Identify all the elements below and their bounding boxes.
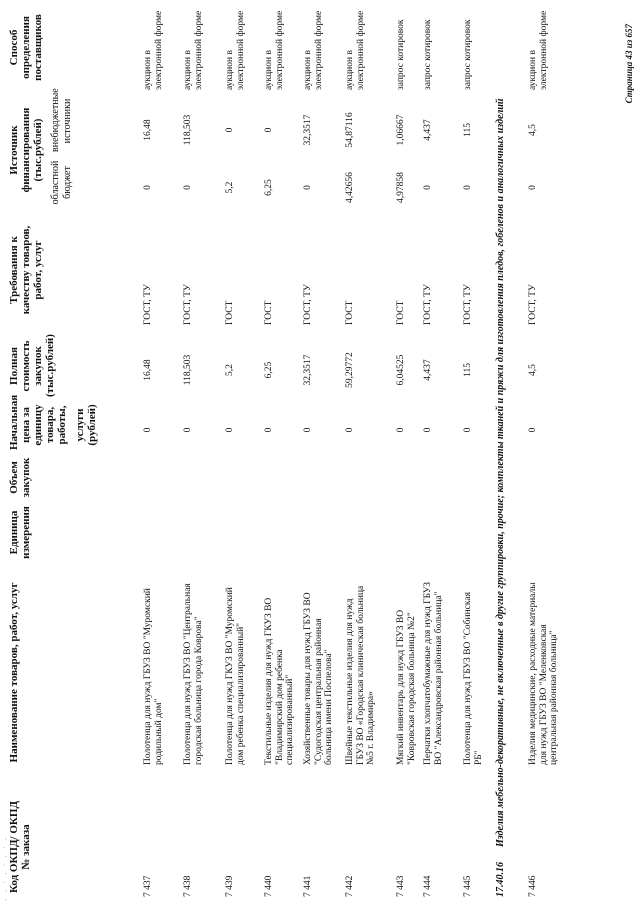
row-start-price: 0 xyxy=(423,427,433,433)
row-total: 16,48 xyxy=(143,359,153,381)
row-requirements: ГОСТ xyxy=(396,300,406,325)
section-text: Изделия мебельно-декоративные, не включенные в другие группировки, прочие; комплекты тканей и пряжи для изготовления пледов, гобеленов и аналогичных изделий xyxy=(495,98,506,847)
row-start-price: 0 xyxy=(396,427,406,433)
row-external: 0 xyxy=(225,127,235,133)
row-method: аукцион в электронной форме xyxy=(345,10,366,90)
row-code: 7 442 xyxy=(345,875,355,897)
header-total: Полная стоимость закупок (тыс.рублей) xyxy=(8,334,56,397)
row-regional: 0 xyxy=(183,185,193,190)
row-method: аукцион в электронной форме xyxy=(528,10,549,90)
row-start-price: 0 xyxy=(225,427,235,433)
row-method: запрос котировок xyxy=(423,19,433,90)
header-start-price xyxy=(8,394,98,450)
row-total: 5,2 xyxy=(225,364,235,376)
row-method: запрос котировок xyxy=(463,19,473,90)
row-regional: 0 xyxy=(423,185,433,190)
row-requirements: ГОСТ, ТУ xyxy=(528,284,538,325)
row-name: Изделия медицинские, расходные материалы для нужд ГБУЗ ВО "Меленковская центральная районная больница" xyxy=(528,582,559,765)
header-funding xyxy=(8,90,86,210)
row-external: 115 xyxy=(463,123,473,137)
row-requirements: ГОСТ, ТУ xyxy=(423,284,433,325)
header-name: Наименование товаров, работ, услуг xyxy=(8,582,20,763)
row-method: запрос котировок xyxy=(396,19,406,90)
row-external: 16,48 xyxy=(143,119,153,141)
row-name: Мягкий инвентарь для нужд ГБУЗ ВО "Ковровская городская больница №2" xyxy=(396,609,417,765)
row-name: Швейные текстильные изделия для нужд ГБУЗ ВО «Городская клиническая больница №5 г. Владимира» xyxy=(345,585,376,765)
row-external: 1,06667 xyxy=(396,114,406,146)
row-requirements: ГОСТ xyxy=(264,300,274,325)
row-external: 4,5 xyxy=(528,124,538,136)
row-regional: 0 xyxy=(303,185,313,190)
row-requirements: ГОСТ, ТУ xyxy=(303,284,313,325)
header-external: внебюджетные источники xyxy=(50,88,73,152)
row-regional: 4,42656 xyxy=(345,172,355,203)
row-code: 7 440 xyxy=(264,875,274,897)
row-start-price: 0 xyxy=(345,427,355,433)
row-name: Полотенца для нужд ГБУЗ ВО "Муромский родильный дом" xyxy=(143,588,164,765)
row-method: аукцион в электронной форме xyxy=(143,10,164,90)
row-start-price: 0 xyxy=(303,427,313,433)
header-start-price-label: Начальная цена за единицу товара, работы, xyxy=(8,394,68,450)
row-code: 7 443 xyxy=(396,875,406,897)
row-name: Текстильные изделия для нужд ГКУЗ ВО "Владимирский дом ребенка специализированный" xyxy=(264,597,295,765)
header-requirements: Требования к качеству товаров, работ, услуг xyxy=(8,225,44,315)
row-external: 0 xyxy=(264,127,274,133)
header-funding-label: Источник финансирования (тыс.рублей) xyxy=(8,107,44,193)
row-name: Полотенца для нужд ГБУЗ ВО "Собинская РБ" xyxy=(463,592,484,765)
row-method: аукцион в электронной форме xyxy=(183,10,204,90)
row-total: 59,29772 xyxy=(345,352,355,388)
row-regional: 0 xyxy=(143,185,153,190)
row-method: аукцион в электронной форме xyxy=(225,10,246,90)
header-start-price-unit: услуги (рублей) xyxy=(74,404,98,446)
row-code: 7 445 xyxy=(463,875,473,897)
row-total: 6,04525 xyxy=(396,354,406,386)
row-start-price: 0 xyxy=(143,427,153,433)
row-method: аукцион в электронной форме xyxy=(303,10,324,90)
scan-noise: · · ˙ · ˙ · ˙ · xyxy=(2,835,11,901)
row-start-price: 0 xyxy=(528,427,538,433)
row-total: 118,503 xyxy=(183,354,193,386)
row-start-price: 0 xyxy=(183,427,193,433)
row-regional: 4,97858 xyxy=(396,172,406,203)
row-name: Полотенца для нужд ГБУЗ ВО "Центральная городская больница города Коврова" xyxy=(183,583,204,765)
row-regional: 6,25 xyxy=(264,179,274,196)
row-code: 7 437 xyxy=(143,875,153,897)
row-total: 115 xyxy=(463,363,473,377)
row-name: Перчатки хлопчатобумажные для нужд ГБУЗ ВО "Александровская районная больница" xyxy=(423,581,444,765)
row-method: аукцион в электронной форме xyxy=(264,10,285,90)
row-regional: 5,2 xyxy=(225,181,235,194)
row-requirements: ГОСТ, ТУ xyxy=(183,284,193,325)
row-requirements: ГОСТ, ТУ xyxy=(143,284,153,325)
row-start-price: 0 xyxy=(264,427,274,433)
row-external: 118,503 xyxy=(183,114,193,146)
row-name: Полотенца для нужд ГКУЗ ВО "Муромский дом ребенка специализированный" xyxy=(225,587,246,765)
row-external: 4,437 xyxy=(423,119,433,141)
row-external: 32,3517 xyxy=(303,114,313,146)
row-external: 54,87116 xyxy=(345,112,355,148)
row-requirements: ГОСТ, ТУ xyxy=(463,284,473,325)
row-code: 7 438 xyxy=(183,875,193,897)
row-name: Хозяйственные товары для нужд ГБУЗ ВО "Судогодская центральная районная больница имени Поспелова" xyxy=(303,592,334,765)
row-code: 7 446 xyxy=(528,875,538,897)
header-method: Способ определения поставщиков xyxy=(8,14,44,81)
header-volume: Объем закупок xyxy=(8,457,32,498)
row-code: 7 444 xyxy=(423,875,433,897)
row-code: 7 439 xyxy=(225,875,235,897)
row-total: 32,3517 xyxy=(303,354,313,386)
row-total: 4,437 xyxy=(423,359,433,381)
page-number: Страница 43 из 657 xyxy=(624,24,634,104)
section-code: 17.40.16 xyxy=(495,862,506,897)
row-total: 6,25 xyxy=(264,361,274,379)
header-regional: областной бюджет xyxy=(50,160,73,205)
row-requirements: ГОСТ xyxy=(345,300,355,325)
header-code: Код ОКПД/ ОКПД № заказа xyxy=(8,800,32,894)
row-requirements: ГОСТ xyxy=(225,300,235,325)
row-code: 7 441 xyxy=(303,875,313,897)
row-regional: 0 xyxy=(463,185,473,190)
row-total: 4,5 xyxy=(528,364,538,376)
header-unit: Единица измерения xyxy=(8,506,32,559)
row-regional: 0 xyxy=(528,185,538,190)
row-start-price: 0 xyxy=(463,427,473,433)
